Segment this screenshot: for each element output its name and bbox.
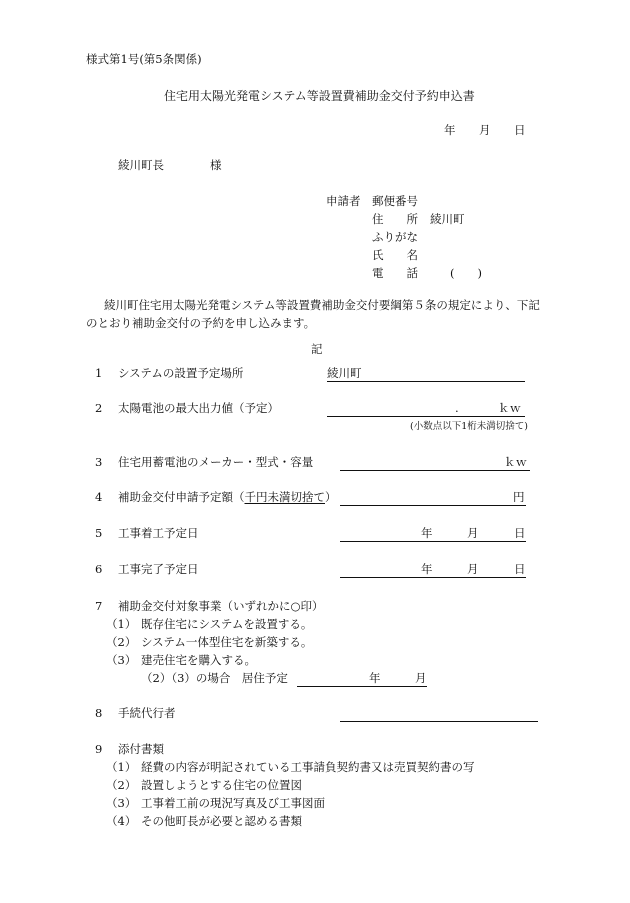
item-7-label: 補助金交付対象事業（いずれかに○印）	[118, 599, 324, 613]
item-8-label: 手続代行者	[118, 706, 176, 720]
item-4-label	[118, 492, 337, 504]
item-6-month: 月	[467, 562, 479, 576]
item-3-underline	[340, 470, 530, 471]
attachment-1-text: 経費の内容が明記されている工事請負契約書又は売買契約書の写	[141, 760, 475, 774]
document-title: 住宅用太陽光発電システム等設置費補助金交付予約申込書	[164, 89, 475, 103]
item-6-day: 日	[514, 562, 526, 576]
item-4-number: 4	[95, 490, 103, 504]
item-6-number: 6	[95, 562, 103, 576]
attachment-3-number: （3）	[106, 796, 137, 810]
item-5-underline	[340, 541, 526, 542]
date-month: 月	[479, 123, 491, 137]
item-7-residence-month: 月	[415, 671, 427, 685]
applicant-heading: 申請者	[326, 194, 361, 208]
item-7-residence-underline	[297, 686, 427, 687]
item-5-number: 5	[95, 526, 103, 540]
attachment-1-number: （1）	[106, 760, 137, 774]
item-4-label-underlined: 千円未満切捨て	[244, 490, 325, 504]
item-3-unit: ｋｗ	[504, 455, 527, 469]
item-3-label: 住宅用蓄電池のメーカー・型式・容量	[118, 455, 314, 469]
addressee-name: 綾川町長	[118, 158, 164, 172]
item-5-label: 工事着工予定日	[118, 526, 199, 540]
attachment-4-text: その他町長が必要と認める書類	[141, 814, 302, 828]
item-5-year: 年	[421, 526, 433, 540]
item-5-month: 月	[467, 526, 479, 540]
item-2-number: 2	[95, 401, 103, 415]
name-label: 氏 名	[372, 248, 418, 262]
item-6-label: 工事完了予定日	[118, 562, 199, 576]
item-7-option-2-text: システム一体型住宅を新築する。	[141, 635, 313, 649]
item-4-label-suffix: ）	[325, 490, 337, 504]
body-line-2: のとおり補助金交付の予約を申し込みます。	[86, 316, 316, 330]
item-2-label: 太陽電池の最大出力値（予定）	[118, 401, 279, 415]
item-9-label: 添付書類	[118, 742, 164, 756]
item-2-decimal-point: .	[455, 401, 459, 415]
item-5-day: 日	[514, 526, 526, 540]
item-4-label-prefix: 補助金交付申請予定額（	[118, 490, 245, 504]
item-2-underline	[327, 416, 525, 417]
item-7-option-3-text: 建売住宅を購入する。	[141, 653, 256, 667]
address-label: 住 所	[372, 212, 418, 226]
item-2-note: (小数点以下1桁未満切捨て)	[410, 421, 528, 432]
phone-paren: ( )	[450, 266, 482, 280]
body-line-1: 綾川町住宅用太陽光発電システム等設置費補助金交付要綱第５条の規定により、下記	[104, 298, 540, 312]
postal-code-label: 郵便番号	[372, 194, 418, 208]
item-7-residence-year: 年	[369, 671, 381, 685]
item-2-unit: ｋｗ	[498, 401, 521, 415]
attachment-2-number: （2）	[106, 778, 137, 792]
item-7-residence-label: （2）（3）の場合 居住予定	[141, 671, 288, 685]
item-1-value: 綾川町	[327, 366, 362, 380]
form-label: 様式第1号(第5条関係)	[86, 52, 202, 66]
item-9-number: 9	[95, 742, 103, 756]
attachment-4-number: （4）	[106, 814, 137, 828]
item-7-option-1-text: 既存住宅にシステムを設置する。	[141, 617, 313, 631]
item-6-underline	[340, 577, 526, 578]
item-8-number: 8	[95, 706, 103, 720]
item-4-underline	[340, 505, 526, 506]
item-6-year: 年	[421, 562, 433, 576]
item-7-number: 7	[95, 599, 103, 613]
addressee-honorific: 様	[210, 158, 222, 172]
item-3-number: 3	[95, 455, 103, 469]
item-1-number: 1	[95, 366, 103, 380]
item-7-option-3-number: （3）	[106, 653, 137, 667]
date-day: 日	[514, 123, 526, 137]
item-1-label: システムの設置予定場所	[118, 366, 244, 380]
phone-label: 電 話	[372, 266, 418, 280]
address-value: 綾川町	[430, 212, 465, 226]
date-year: 年	[444, 123, 456, 137]
item-7-option-1-number: （1）	[106, 617, 137, 631]
item-4-unit: 円	[513, 490, 525, 504]
ki-heading: 記	[311, 342, 323, 356]
attachment-2-text: 設置しようとする住宅の位置図	[141, 778, 302, 792]
item-1-underline	[327, 381, 525, 382]
attachment-3-text: 工事着工前の現況写真及び工事図面	[141, 796, 325, 810]
furigana-label: ふりがな	[372, 230, 418, 244]
item-8-underline	[340, 721, 538, 722]
item-7-option-2-number: （2）	[106, 635, 137, 649]
